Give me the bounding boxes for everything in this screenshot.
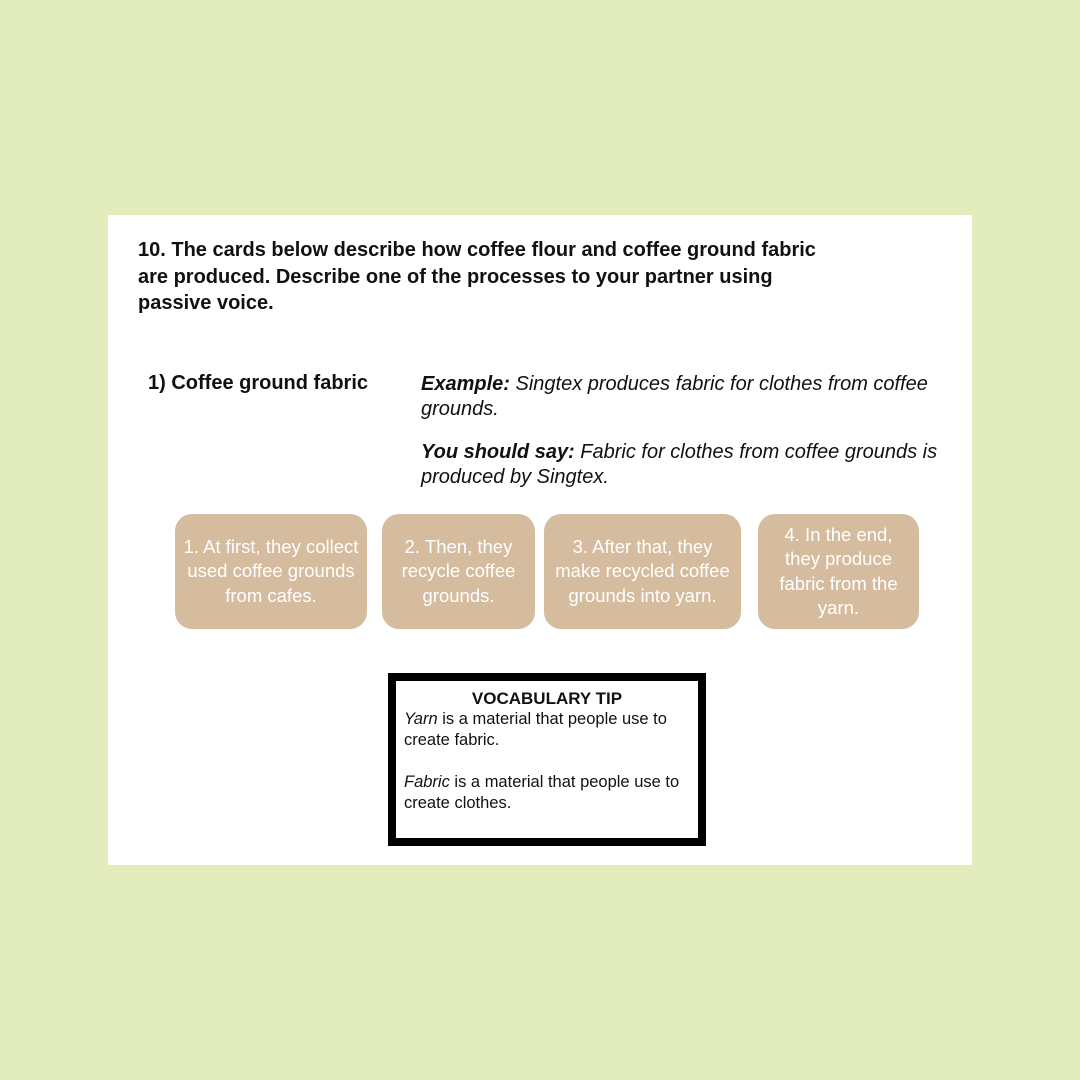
should-say-label: You should say: [421,441,575,463]
example-block [421,372,941,508]
process-card-4 [758,514,919,629]
process-card-text: 4. In the end, they produce fabric from the yarn. [779,523,898,618]
section-title: 1) Coffee ground fabric [148,372,369,394]
process-card-text: 3. After that, they make recycled coffee grounds into yarn. [555,535,730,606]
worksheet [108,215,972,865]
example-line [421,372,941,422]
vocabulary-definition-fabric [404,772,690,814]
vocabulary-tip-box [388,673,706,846]
vocabulary-term: Yarn [404,710,438,728]
vocabulary-definition-text: is a material that people use to create clothes. [404,773,680,812]
example-sentence: Singtex produces fabric for clothes from coffee grounds. [421,373,928,420]
vocabulary-definition-text: is a material that people use to create fabric. [404,710,667,749]
process-card-text: 2. Then, they recycle coffee grounds. [401,535,516,606]
process-card-2 [382,514,535,629]
process-card-text: 1. At first, they collect used coffee grounds from cafes. [183,535,359,606]
should-say-line [421,440,941,490]
process-card-1 [175,514,367,629]
vocabulary-definition-yarn [404,709,690,751]
process-card-3 [544,514,741,629]
should-say-sentence: Fabric for clothes from coffee grounds is produced by Singtex. [421,441,938,488]
question-text: 10. The cards below describe how coffee flour and coffee ground fabric are produced. Describe one of the processes to your partner using passive voice. [138,239,816,314]
vocabulary-term: Fabric [404,773,450,791]
vocabulary-tip-title: VOCABULARY TIP [471,689,623,708]
example-label: Example: [421,373,510,395]
